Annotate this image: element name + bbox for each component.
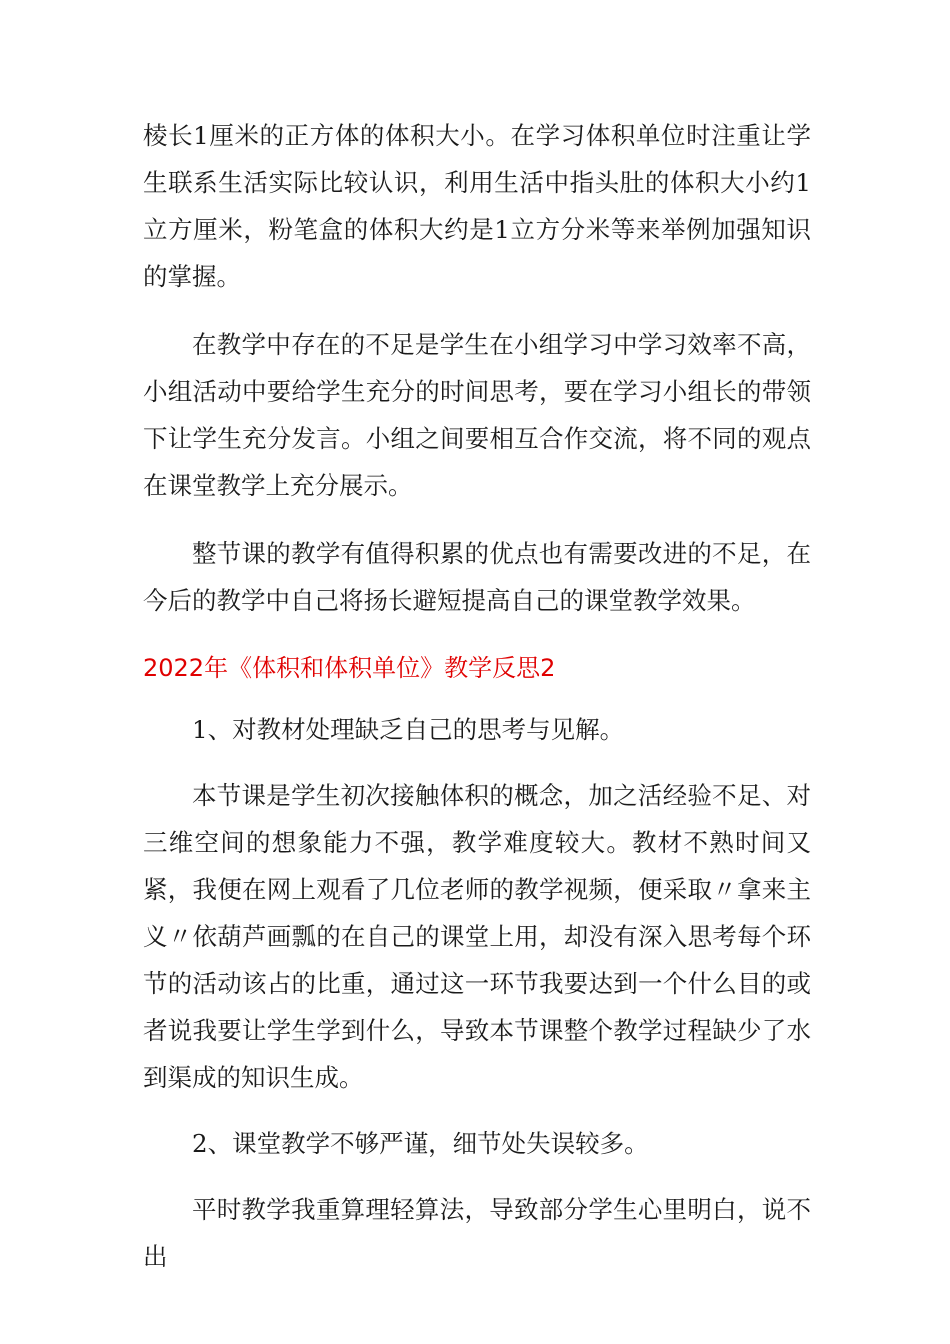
list-item-2: 2、课堂教学不够严谨，细节处失误较多。: [192, 1129, 649, 1158]
paragraph-item-2-detail: 平时教学我重算理轻算法，导致部分学生心里明白，说不出: [143, 1195, 811, 1271]
section-heading: 2022年《体积和体积单位》教学反思2: [143, 654, 556, 682]
document-body: [143, 112, 811, 1299]
paragraph-shortcomings: 在教学中存在的不足是学生在小组学习中学习效率不高，小组活动中要给学生充分的时间思考，要在学习小组长的带领下让学生充分发言。小组之间要相互合作交流，将不同的观点在课堂教学上充分展示。: [143, 330, 811, 500]
paragraph-summary: 整节课的教学有值得积累的优点也有需要改进的不足，在今后的教学中自己将扬长避短提高自己的课堂教学效果。: [143, 539, 811, 615]
paragraph-continued: 棱长1厘米的正方体的体积大小。在学习体积单位时注重让学生联系生活实际比较认识，利用生活中指头肚的体积大小约1立方厘米，粉笔盒的体积大约是1立方分米等来举例加强知识的掌握。: [143, 121, 811, 291]
paragraph-item-1-detail: 本节课是学生初次接触体积的概念，加之活经验不足、对三维空间的想象能力不强，教学难度较大。教材不熟时间又紧，我便在网上观看了几位老师的教学视频，便采取〃拿来主义〃依葫芦画瓢的在自己的课堂上用，却没有深入思考每个环节的活动该占的比重，通过这一环节我要达到一个什么目的或者说我要让学生学到什么，导致本节课整个教学过程缺少了水到渠成的知识生成。: [143, 781, 811, 1092]
list-item-1: 1、对教材处理缺乏自己的思考与见解。: [192, 715, 625, 744]
